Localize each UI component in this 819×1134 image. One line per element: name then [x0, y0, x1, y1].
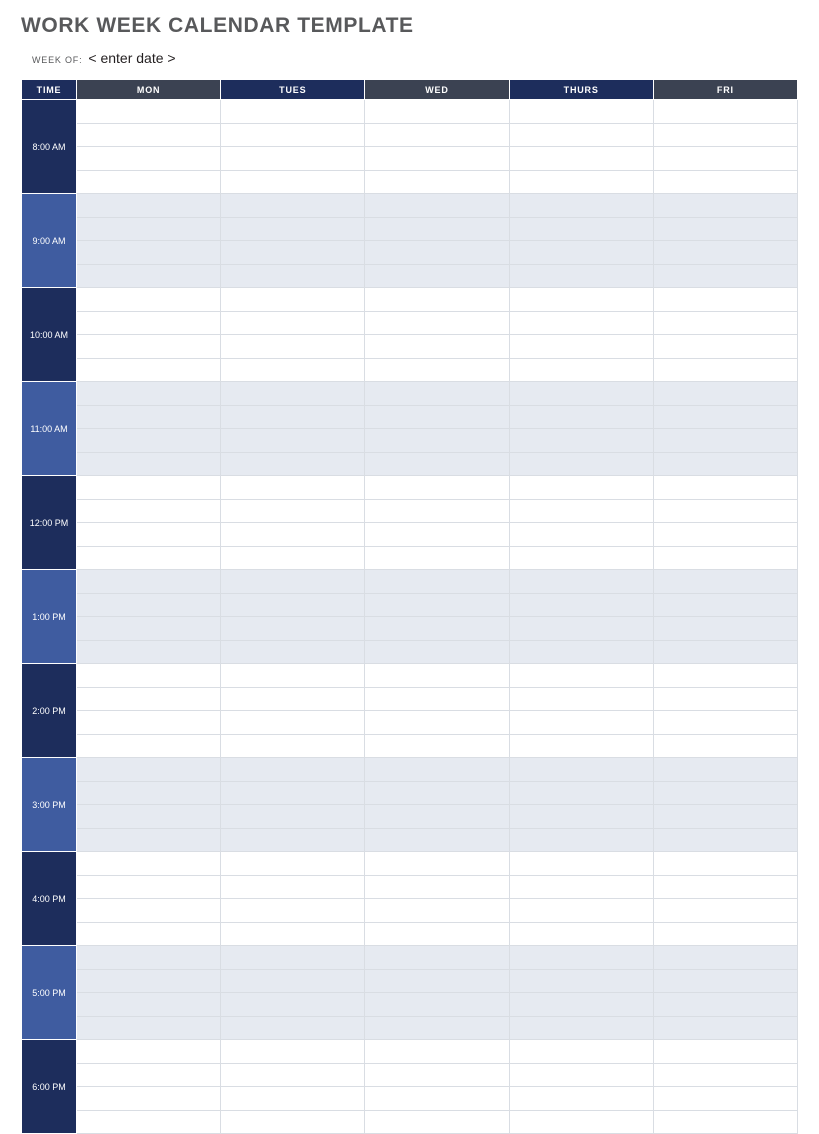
- calendar-slot-cell[interactable]: [77, 805, 221, 829]
- calendar-slot-cell[interactable]: [653, 452, 797, 476]
- calendar-slot-cell[interactable]: [653, 593, 797, 617]
- calendar-slot-cell[interactable]: [221, 805, 365, 829]
- column-header-day: THURS: [509, 80, 653, 100]
- calendar-slot-cell[interactable]: [509, 852, 653, 876]
- calendar-slot-cell[interactable]: [509, 100, 653, 124]
- calendar-slot-cell[interactable]: [77, 335, 221, 359]
- calendar-slot-cell[interactable]: [365, 687, 509, 711]
- calendar-slot-cell[interactable]: [221, 170, 365, 194]
- calendar-slot-cell[interactable]: [221, 382, 365, 406]
- calendar-slot-cell[interactable]: [77, 781, 221, 805]
- table-row: [22, 687, 798, 711]
- calendar-slot-cell[interactable]: [221, 476, 365, 500]
- week-of-value[interactable]: < enter date >: [88, 50, 176, 66]
- table-row: [22, 546, 798, 570]
- calendar-slot-cell[interactable]: [221, 546, 365, 570]
- table-row: [22, 781, 798, 805]
- calendar-slot-cell[interactable]: [365, 311, 509, 335]
- calendar-slot-cell[interactable]: [77, 852, 221, 876]
- calendar-slot-cell[interactable]: [221, 969, 365, 993]
- calendar-slot-cell[interactable]: [365, 123, 509, 147]
- calendar-slot-cell[interactable]: [77, 499, 221, 523]
- time-label-cell: 9:00 AM: [22, 194, 77, 288]
- calendar-slot-cell[interactable]: [365, 170, 509, 194]
- calendar-slot-cell[interactable]: [221, 852, 365, 876]
- calendar-slot-cell[interactable]: [653, 476, 797, 500]
- calendar-slot-cell[interactable]: [221, 570, 365, 594]
- calendar-slot-cell[interactable]: [77, 946, 221, 970]
- time-label-cell: 8:00 AM: [22, 100, 77, 194]
- calendar-slot-cell[interactable]: [653, 546, 797, 570]
- column-header-time: TIME: [22, 80, 77, 100]
- calendar-slot-cell[interactable]: [365, 100, 509, 124]
- calendar-slot-cell[interactable]: [77, 758, 221, 782]
- table-row: [22, 217, 798, 241]
- calendar-slot-cell[interactable]: [77, 1063, 221, 1087]
- calendar-slot-cell[interactable]: [77, 828, 221, 852]
- table-row: [22, 194, 798, 218]
- table-row: [22, 288, 798, 312]
- calendar-slot-cell[interactable]: [365, 241, 509, 265]
- table-row: [22, 852, 798, 876]
- calendar-slot-cell[interactable]: [77, 194, 221, 218]
- calendar-slot-cell[interactable]: [509, 1016, 653, 1040]
- time-label-cell: 1:00 PM: [22, 570, 77, 664]
- calendar-slot-cell[interactable]: [653, 217, 797, 241]
- calendar-slot-cell[interactable]: [653, 946, 797, 970]
- calendar-slot-cell[interactable]: [509, 687, 653, 711]
- calendar-slot-cell[interactable]: [365, 335, 509, 359]
- calendar-slot-cell[interactable]: [365, 429, 509, 453]
- calendar-slot-cell[interactable]: [365, 758, 509, 782]
- calendar-slot-cell[interactable]: [221, 241, 365, 265]
- calendar-slot-cell[interactable]: [221, 781, 365, 805]
- calendar-slot-cell[interactable]: [365, 570, 509, 594]
- calendar-slot-cell[interactable]: [509, 405, 653, 429]
- table-row: [22, 946, 798, 970]
- calendar-slot-cell[interactable]: [509, 264, 653, 288]
- calendar-slot-cell[interactable]: [365, 452, 509, 476]
- calendar-slot-cell[interactable]: [509, 664, 653, 688]
- calendar-slot-cell[interactable]: [509, 593, 653, 617]
- calendar-slot-cell[interactable]: [365, 781, 509, 805]
- calendar-slot-cell[interactable]: [509, 311, 653, 335]
- calendar-slot-cell[interactable]: [653, 828, 797, 852]
- calendar-slot-cell[interactable]: [77, 358, 221, 382]
- calendar-slot-cell[interactable]: [77, 523, 221, 547]
- calendar-slot-cell[interactable]: [509, 358, 653, 382]
- calendar-slot-cell[interactable]: [365, 194, 509, 218]
- calendar-slot-cell[interactable]: [509, 640, 653, 664]
- calendar-slot-cell[interactable]: [653, 617, 797, 641]
- calendar-slot-cell[interactable]: [509, 147, 653, 171]
- calendar-slot-cell[interactable]: [509, 335, 653, 359]
- calendar-slot-cell[interactable]: [365, 922, 509, 946]
- week-of-row: [32, 50, 176, 66]
- calendar-slot-cell[interactable]: [653, 1063, 797, 1087]
- calendar-slot-cell[interactable]: [653, 875, 797, 899]
- calendar-slot-cell[interactable]: [509, 429, 653, 453]
- calendar-slot-cell[interactable]: [221, 993, 365, 1017]
- calendar-slot-cell[interactable]: [509, 1063, 653, 1087]
- calendar-slot-cell[interactable]: [77, 711, 221, 735]
- calendar-slot-cell[interactable]: [365, 664, 509, 688]
- table-row: [22, 805, 798, 829]
- calendar-slot-cell[interactable]: [77, 100, 221, 124]
- calendar-slot-cell[interactable]: [509, 570, 653, 594]
- table-row: [22, 123, 798, 147]
- page-title: WORK WEEK CALENDAR TEMPLATE: [21, 14, 414, 37]
- calendar-slot-cell[interactable]: [365, 828, 509, 852]
- calendar-slot-cell[interactable]: [509, 241, 653, 265]
- calendar-slot-cell[interactable]: [509, 1087, 653, 1111]
- calendar-slot-cell[interactable]: [77, 264, 221, 288]
- calendar-slot-cell[interactable]: [365, 899, 509, 923]
- calendar-slot-cell[interactable]: [653, 429, 797, 453]
- calendar-slot-cell[interactable]: [77, 311, 221, 335]
- table-row: [22, 382, 798, 406]
- calendar-slot-cell[interactable]: [77, 969, 221, 993]
- calendar-slot-cell[interactable]: [509, 711, 653, 735]
- calendar-slot-cell[interactable]: [221, 875, 365, 899]
- calendar-slot-cell[interactable]: [653, 288, 797, 312]
- calendar-slot-cell[interactable]: [653, 781, 797, 805]
- calendar-slot-cell[interactable]: [653, 664, 797, 688]
- column-header-day: MON: [77, 80, 221, 100]
- calendar-slot-cell[interactable]: [365, 969, 509, 993]
- calendar-slot-cell[interactable]: [509, 217, 653, 241]
- calendar-slot-cell[interactable]: [221, 617, 365, 641]
- calendar-slot-cell[interactable]: [653, 1040, 797, 1064]
- table-row: [22, 922, 798, 946]
- calendar-slot-cell[interactable]: [653, 922, 797, 946]
- calendar-slot-cell[interactable]: [509, 969, 653, 993]
- calendar-slot-cell[interactable]: [77, 899, 221, 923]
- calendar-slot-cell[interactable]: [221, 687, 365, 711]
- calendar-slot-cell[interactable]: [509, 758, 653, 782]
- table-row: [22, 452, 798, 476]
- calendar-body: [22, 100, 798, 1134]
- table-row: [22, 241, 798, 265]
- calendar-slot-cell[interactable]: [221, 734, 365, 758]
- calendar-slot-cell[interactable]: [653, 993, 797, 1017]
- calendar-slot-cell[interactable]: [509, 899, 653, 923]
- calendar-slot-cell[interactable]: [653, 899, 797, 923]
- calendar-slot-cell[interactable]: [221, 664, 365, 688]
- calendar-slot-cell[interactable]: [365, 852, 509, 876]
- calendar-slot-cell[interactable]: [365, 499, 509, 523]
- calendar-slot-cell[interactable]: [77, 1040, 221, 1064]
- calendar-slot-cell[interactable]: [365, 382, 509, 406]
- calendar-slot-cell[interactable]: [653, 335, 797, 359]
- calendar-slot-cell[interactable]: [221, 828, 365, 852]
- calendar-slot-cell[interactable]: [509, 1040, 653, 1064]
- table-row: [22, 100, 798, 124]
- table-row: [22, 523, 798, 547]
- calendar-slot-cell[interactable]: [221, 123, 365, 147]
- table-row: [22, 899, 798, 923]
- table-row: [22, 1063, 798, 1087]
- table-row: [22, 405, 798, 429]
- calendar-slot-cell[interactable]: [653, 264, 797, 288]
- calendar-slot-cell[interactable]: [653, 405, 797, 429]
- calendar-slot-cell[interactable]: [365, 1016, 509, 1040]
- calendar-slot-cell[interactable]: [365, 523, 509, 547]
- table-row: [22, 335, 798, 359]
- calendar-slot-cell[interactable]: [653, 1087, 797, 1111]
- calendar-slot-cell[interactable]: [653, 147, 797, 171]
- calendar-slot-cell[interactable]: [77, 593, 221, 617]
- calendar-slot-cell[interactable]: [653, 382, 797, 406]
- column-header-day: TUES: [221, 80, 365, 100]
- calendar-slot-cell[interactable]: [221, 711, 365, 735]
- calendar-slot-cell[interactable]: [221, 100, 365, 124]
- time-label-cell: 2:00 PM: [22, 664, 77, 758]
- table-row: [22, 758, 798, 782]
- calendar-slot-cell[interactable]: [365, 640, 509, 664]
- calendar-slot-cell[interactable]: [365, 617, 509, 641]
- calendar-slot-cell[interactable]: [509, 734, 653, 758]
- calendar-slot-cell[interactable]: [653, 1016, 797, 1040]
- table-row: [22, 617, 798, 641]
- calendar-slot-cell[interactable]: [653, 969, 797, 993]
- calendar-slot-cell[interactable]: [77, 993, 221, 1017]
- table-row: [22, 264, 798, 288]
- table-row: [22, 429, 798, 453]
- calendar-slot-cell[interactable]: [653, 640, 797, 664]
- calendar-slot-cell[interactable]: [77, 640, 221, 664]
- column-header-day: WED: [365, 80, 509, 100]
- table-row: [22, 358, 798, 382]
- calendar-slot-cell[interactable]: [77, 123, 221, 147]
- time-label-cell: 3:00 PM: [22, 758, 77, 852]
- table-row: [22, 969, 798, 993]
- calendar-slot-cell[interactable]: [653, 100, 797, 124]
- calendar-header-row: [22, 80, 798, 100]
- table-row: [22, 734, 798, 758]
- calendar-slot-cell[interactable]: [77, 687, 221, 711]
- calendar-slot-cell[interactable]: [365, 546, 509, 570]
- time-label-cell: 4:00 PM: [22, 852, 77, 946]
- calendar-slot-cell[interactable]: [509, 875, 653, 899]
- table-row: [22, 828, 798, 852]
- calendar-slot-cell[interactable]: [221, 946, 365, 970]
- calendar-slot-cell[interactable]: [77, 875, 221, 899]
- time-label-cell: 12:00 PM: [22, 476, 77, 570]
- calendar-slot-cell[interactable]: [365, 1087, 509, 1111]
- calendar-slot-cell[interactable]: [365, 1063, 509, 1087]
- calendar-slot-cell[interactable]: [365, 288, 509, 312]
- calendar-slot-cell[interactable]: [509, 946, 653, 970]
- calendar-slot-cell[interactable]: [221, 593, 365, 617]
- calendar-slot-cell[interactable]: [509, 781, 653, 805]
- calendar-slot-cell[interactable]: [221, 758, 365, 782]
- calendar-slot-cell[interactable]: [221, 640, 365, 664]
- calendar-slot-cell[interactable]: [221, 358, 365, 382]
- calendar-slot-cell[interactable]: [509, 993, 653, 1017]
- table-row: [22, 593, 798, 617]
- calendar-slot-cell[interactable]: [509, 828, 653, 852]
- calendar-slot-cell[interactable]: [221, 1040, 365, 1064]
- calendar-slot-cell[interactable]: [221, 194, 365, 218]
- calendar-slot-cell[interactable]: [77, 1087, 221, 1111]
- time-label-cell: 5:00 PM: [22, 946, 77, 1040]
- calendar-slot-cell[interactable]: [365, 993, 509, 1017]
- calendar-slot-cell[interactable]: [77, 734, 221, 758]
- table-row: [22, 711, 798, 735]
- calendar-slot-cell[interactable]: [77, 546, 221, 570]
- calendar-slot-cell[interactable]: [77, 241, 221, 265]
- table-row: [22, 147, 798, 171]
- calendar-slot-cell[interactable]: [509, 546, 653, 570]
- calendar-slot-cell[interactable]: [221, 429, 365, 453]
- calendar-slot-cell[interactable]: [509, 499, 653, 523]
- calendar-slot-cell[interactable]: [365, 734, 509, 758]
- calendar-slot-cell[interactable]: [221, 523, 365, 547]
- calendar-slot-cell[interactable]: [653, 523, 797, 547]
- table-row: [22, 875, 798, 899]
- calendar-slot-cell[interactable]: [365, 946, 509, 970]
- calendar-slot-cell[interactable]: [77, 147, 221, 171]
- calendar-slot-cell[interactable]: [365, 147, 509, 171]
- calendar-slot-cell[interactable]: [77, 570, 221, 594]
- calendar-table: [21, 79, 798, 1134]
- time-label-cell: 10:00 AM: [22, 288, 77, 382]
- table-row: [22, 993, 798, 1017]
- calendar-slot-cell[interactable]: [365, 476, 509, 500]
- calendar-slot-cell[interactable]: [221, 922, 365, 946]
- calendar-slot-cell[interactable]: [653, 358, 797, 382]
- calendar-slot-cell[interactable]: [77, 922, 221, 946]
- calendar-slot-cell[interactable]: [77, 288, 221, 312]
- calendar-slot-cell[interactable]: [653, 170, 797, 194]
- calendar-slot-cell[interactable]: [365, 805, 509, 829]
- calendar-slot-cell[interactable]: [509, 523, 653, 547]
- calendar-slot-cell[interactable]: [221, 311, 365, 335]
- table-row: [22, 1087, 798, 1111]
- calendar-slot-cell[interactable]: [653, 758, 797, 782]
- week-of-label: WEEK OF:: [32, 55, 83, 65]
- calendar-slot-cell[interactable]: [77, 429, 221, 453]
- calendar-slot-cell[interactable]: [653, 499, 797, 523]
- calendar-slot-cell[interactable]: [509, 922, 653, 946]
- table-row: [22, 570, 798, 594]
- calendar-slot-cell[interactable]: [365, 264, 509, 288]
- calendar-slot-cell[interactable]: [509, 476, 653, 500]
- calendar-slot-cell[interactable]: [365, 217, 509, 241]
- calendar-slot-cell[interactable]: [509, 805, 653, 829]
- table-row: [22, 1040, 798, 1064]
- table-row: [22, 311, 798, 335]
- calendar-slot-cell[interactable]: [77, 617, 221, 641]
- calendar-slot-cell[interactable]: [221, 147, 365, 171]
- calendar-slot-cell[interactable]: [221, 288, 365, 312]
- calendar-slot-cell[interactable]: [77, 1016, 221, 1040]
- calendar-slot-cell[interactable]: [653, 311, 797, 335]
- calendar-slot-cell[interactable]: [365, 711, 509, 735]
- table-row: [22, 640, 798, 664]
- calendar-slot-cell[interactable]: [221, 452, 365, 476]
- calendar-slot-cell[interactable]: [221, 1016, 365, 1040]
- table-row: [22, 664, 798, 688]
- calendar-slot-cell[interactable]: [221, 264, 365, 288]
- calendar-slot-cell[interactable]: [221, 405, 365, 429]
- calendar-slot-cell[interactable]: [509, 194, 653, 218]
- calendar-slot-cell[interactable]: [221, 899, 365, 923]
- calendar-slot-cell[interactable]: [221, 1063, 365, 1087]
- calendar-slot-cell[interactable]: [653, 805, 797, 829]
- calendar-slot-cell[interactable]: [509, 288, 653, 312]
- calendar-slot-cell[interactable]: [509, 617, 653, 641]
- calendar-slot-cell[interactable]: [653, 241, 797, 265]
- calendar-slot-cell[interactable]: [365, 593, 509, 617]
- calendar-slot-cell[interactable]: [653, 711, 797, 735]
- table-row: [22, 499, 798, 523]
- calendar-slot-cell[interactable]: [77, 382, 221, 406]
- time-label-cell: 11:00 AM: [22, 382, 77, 476]
- calendar-slot-cell[interactable]: [365, 405, 509, 429]
- calendar-slot-cell[interactable]: [221, 217, 365, 241]
- calendar-slot-cell[interactable]: [653, 194, 797, 218]
- calendar-slot-cell[interactable]: [509, 123, 653, 147]
- calendar-slot-cell[interactable]: [653, 734, 797, 758]
- calendar-slot-cell[interactable]: [509, 452, 653, 476]
- table-row: [22, 1016, 798, 1040]
- calendar-slot-cell[interactable]: [653, 570, 797, 594]
- table-row: [22, 476, 798, 500]
- time-label-cell: 6:00 PM: [22, 1040, 77, 1134]
- calendar-slot-cell[interactable]: [77, 476, 221, 500]
- calendar-slot-cell[interactable]: [365, 1040, 509, 1064]
- calendar-slot-cell[interactable]: [653, 852, 797, 876]
- calendar-slot-cell[interactable]: [365, 358, 509, 382]
- calendar-slot-cell[interactable]: [509, 170, 653, 194]
- calendar-slot-cell[interactable]: [221, 335, 365, 359]
- calendar-slot-cell[interactable]: [509, 382, 653, 406]
- column-header-day: FRI: [653, 80, 797, 100]
- calendar-slot-cell[interactable]: [221, 1087, 365, 1111]
- table-row: [22, 170, 798, 194]
- calendar-slot-cell[interactable]: [77, 405, 221, 429]
- calendar-slot-cell[interactable]: [221, 499, 365, 523]
- calendar-slot-cell[interactable]: [653, 687, 797, 711]
- calendar-slot-cell[interactable]: [77, 452, 221, 476]
- calendar-slot-cell[interactable]: [77, 664, 221, 688]
- calendar-slot-cell[interactable]: [653, 123, 797, 147]
- calendar-slot-cell[interactable]: [77, 217, 221, 241]
- calendar-slot-cell[interactable]: [77, 170, 221, 194]
- calendar-slot-cell[interactable]: [365, 875, 509, 899]
